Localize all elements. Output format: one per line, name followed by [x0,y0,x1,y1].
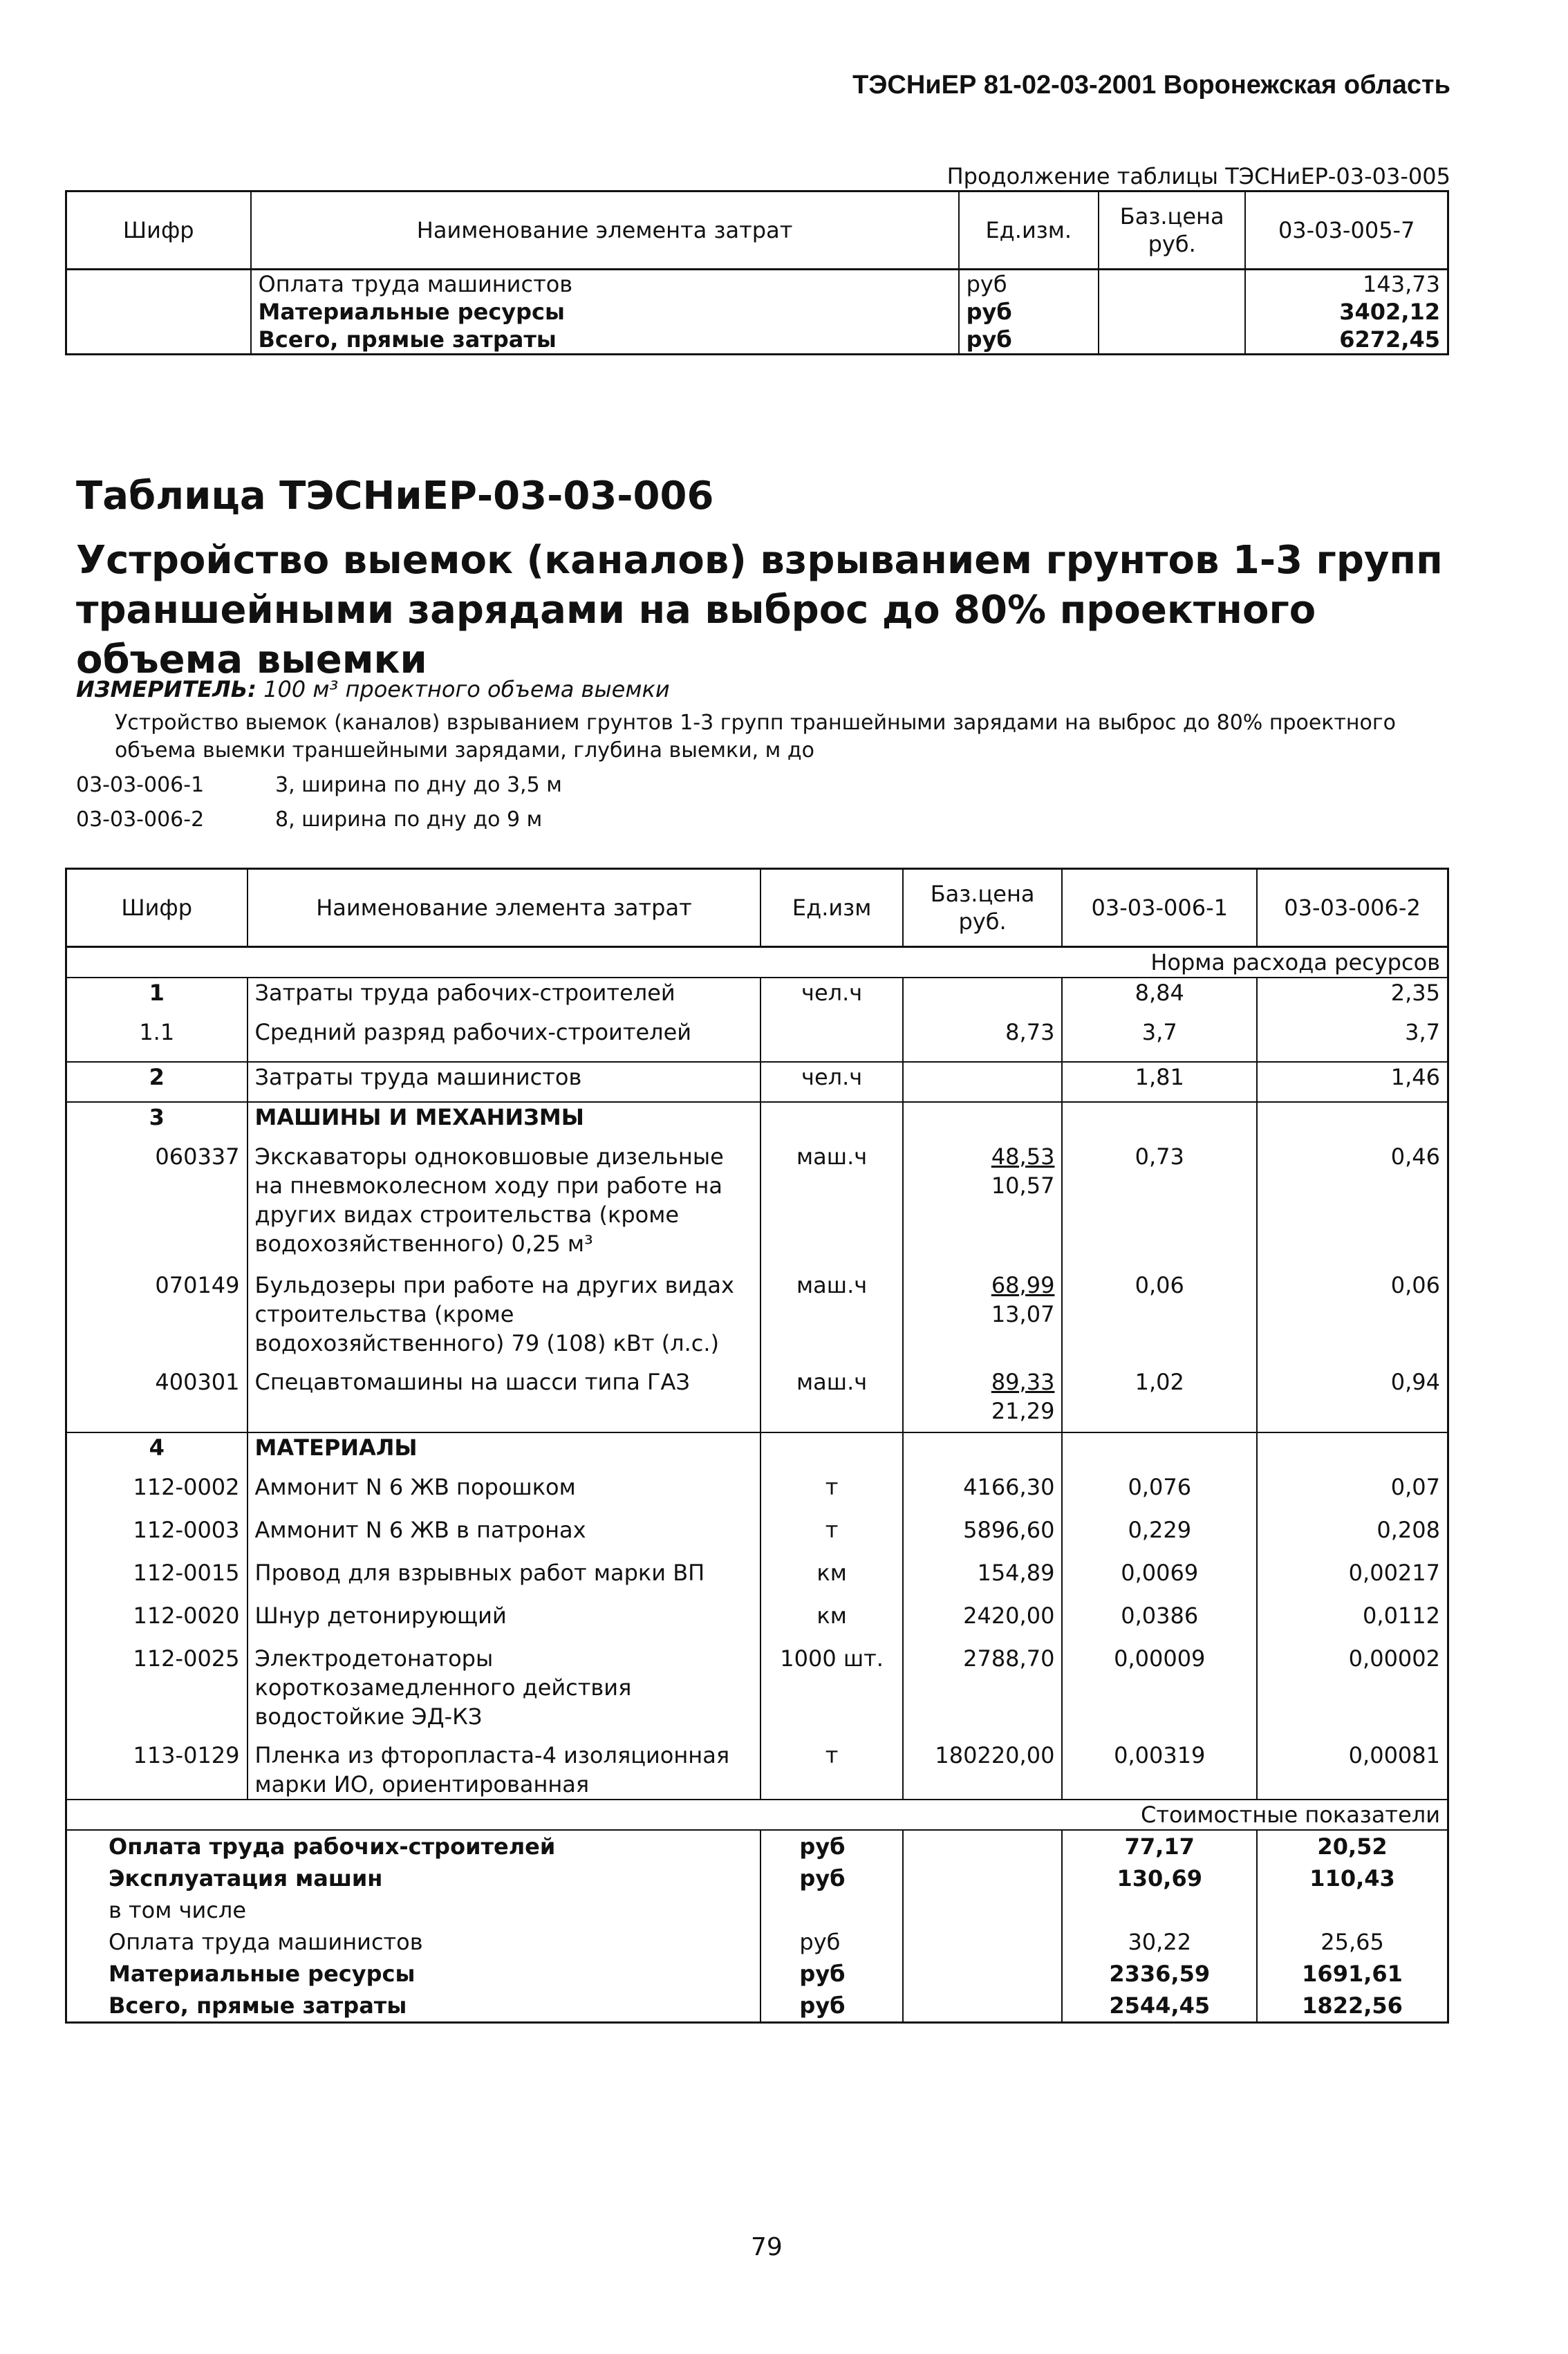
price-value: 4166,30 [963,1474,1055,1500]
cost-unit: руб [760,1990,902,2023]
row-name: Спецавтомашины на шасси типа ГАЗ [248,1367,761,1432]
previous-table [65,190,1449,355]
section-title: Таблица ТЭСНиЕР-03-03-006 [76,474,714,519]
row-unit: т [760,1473,902,1515]
row-value: 143,73 [1245,270,1448,299]
price-value: 180220,00 [935,1742,1055,1768]
cost-value-1: 2544,45 [1062,1990,1257,2023]
row-value: 6272,45 [1245,326,1448,355]
cost-value-1: 77,17 [1062,1830,1257,1862]
row-code: 112-0002 [66,1473,248,1515]
code-text: 8, ширина по дну до 9 м [275,807,543,832]
cost-unit: руб [760,1830,902,1862]
row-code: 060337 [66,1142,248,1271]
row-code: 113-0129 [66,1741,248,1800]
price-wage-value: 21,29 [991,1398,1055,1424]
cost-value-2: 25,65 [1257,1926,1448,1958]
table-cell [1099,326,1245,355]
cost-row [66,1958,1448,1990]
row-unit [760,1432,902,1473]
row-price [903,1018,1063,1062]
cost-row [66,1862,1448,1894]
row-price [903,1601,1063,1644]
row-value-2: 1,46 [1257,1062,1448,1102]
row-code: 400301 [66,1367,248,1432]
column-header: Наименование элемента затрат [248,869,761,947]
row-value-2: 2,35 [1257,978,1448,1018]
price-value: 154,89 [977,1560,1055,1586]
row-value-2: 0,00217 [1257,1558,1448,1601]
price-value: 8,73 [1005,1019,1055,1045]
row-unit: маш.ч [760,1142,902,1271]
document-header-title: ТЭСНиЕР 81-02-03-2001 Воронежская область [852,71,1450,100]
row-value-1: 0,06 [1062,1271,1257,1367]
row-value-1 [1062,1102,1257,1142]
norm-label: Норма расхода ресурсов [66,947,1448,978]
cost-value-1: 30,22 [1062,1926,1257,1958]
cost-value-2: 110,43 [1257,1862,1448,1894]
row-unit: руб [959,270,1099,299]
row-value-2: 0,06 [1257,1271,1448,1367]
table-row [66,298,1448,326]
row-name: Всего, прямые затраты [251,326,959,355]
row-code: 070149 [66,1271,248,1367]
table-row [66,1515,1448,1558]
row-price [903,1432,1063,1473]
page-number: 79 [751,2233,783,2261]
row-value-1: 3,7 [1062,1018,1257,1062]
row-value-1: 1,02 [1062,1367,1257,1432]
row-code: 1.1 [66,1018,248,1062]
table-row [66,1102,1448,1142]
cost-value-2: 1691,61 [1257,1958,1448,1990]
cost-label-row [66,1800,1448,1830]
table-cell [903,1830,1063,1862]
row-value-2 [1257,1432,1448,1473]
row-code: 2 [66,1062,248,1102]
table-cell [1099,298,1245,326]
column-header: Ед.изм [760,869,902,947]
row-price [903,1062,1063,1102]
row-unit: т [760,1741,902,1800]
code-line [76,773,562,797]
row-unit: маш.ч [760,1367,902,1432]
row-name: Провод для взрывных работ марки ВП [248,1558,761,1601]
norm-label-row [66,947,1448,978]
column-header: Наименование элемента затрат [251,192,959,270]
row-price [903,1515,1063,1558]
previous-table-header [66,192,1448,270]
table-cell [66,298,251,326]
row-name: Пленка из фторопласта-4 изоляционная марки ИО, ориентированная [248,1741,761,1800]
row-name: Шнур детонирующий [248,1601,761,1644]
row-unit: км [760,1601,902,1644]
cost-unit: руб [760,1862,902,1894]
row-price [903,1644,1063,1741]
price-value: 48,53 [991,1143,1055,1170]
row-name: Средний разряд рабочих-строителей [248,1018,761,1062]
row-name: Материальные ресурсы [251,298,959,326]
row-name: Аммонит N 6 ЖВ в патронах [248,1515,761,1558]
table-row [66,1367,1448,1432]
table-row [66,1018,1448,1062]
code-text: 3, ширина по дну до 3,5 м [275,773,562,797]
main-table [65,868,1449,2024]
row-value-2: 0,07 [1257,1473,1448,1515]
column-header: Шифр [66,869,248,947]
row-code: 3 [66,1102,248,1142]
row-unit: 1000 шт. [760,1644,902,1741]
row-price [903,1102,1063,1142]
code-id: 03-03-006-2 [76,807,205,832]
cost-row [66,1990,1448,2023]
section-description: Устройство выемок (каналов) взрыванием грунтов 1-3 групп траншейными зарядами на выброс до 80% проектного объема выемки [76,538,1443,682]
table-row [66,1601,1448,1644]
row-code: 112-0015 [66,1558,248,1601]
measure-line [76,676,670,702]
cost-value-1: 130,69 [1062,1862,1257,1894]
table-row [66,978,1448,1018]
column-header: 03-03-006-2 [1257,869,1448,947]
price-value: 89,33 [991,1369,1055,1395]
table-cell [903,1894,1063,1926]
measure-label: ИЗМЕРИТЕЛЬ: [76,676,256,702]
code-line [76,807,542,832]
row-value: 3402,12 [1245,298,1448,326]
price-value: 2788,70 [963,1645,1055,1672]
row-name: Аммонит N 6 ЖВ порошком [248,1473,761,1515]
row-name: МАШИНЫ И МЕХАНИЗМЫ [248,1102,761,1142]
price-value: 68,99 [991,1272,1055,1298]
row-value-1: 0,0386 [1062,1601,1257,1644]
measure-value: 100 м³ проектного объема выемки [263,676,670,702]
table-cell [903,1926,1063,1958]
cost-row [66,1830,1448,1862]
cost-name: Эксплуатация машин [66,1862,761,1894]
table-row [66,1558,1448,1601]
cost-value-2: 20,52 [1257,1830,1448,1862]
cost-value-1 [1062,1894,1257,1926]
row-value-2: 0,208 [1257,1515,1448,1558]
table-cell [66,326,251,355]
intro-text: Устройство выемок (каналов) взрыванием грунтов 1-3 групп траншейными зарядами на выброс до 80% проектного объема выемки траншейными зарядами, глубина выемки, м до [115,711,1396,763]
row-value-2: 0,0112 [1257,1601,1448,1644]
row-name: Затраты труда рабочих-строителей [248,978,761,1018]
row-value-1: 1,81 [1062,1062,1257,1102]
row-unit: т [760,1515,902,1558]
price-wage-value: 10,57 [991,1173,1055,1199]
table-cell [903,1958,1063,1990]
row-price [903,978,1063,1018]
cost-unit: руб [760,1926,902,1958]
column-header: Баз.цена руб. [903,869,1063,947]
column-header: Ед.изм. [959,192,1099,270]
code-id: 03-03-006-1 [76,773,205,797]
row-unit: чел.ч [760,1062,902,1102]
row-price [903,1473,1063,1515]
cost-row [66,1926,1448,1958]
column-header: 03-03-005-7 [1245,192,1448,270]
column-header: Шифр [66,192,251,270]
row-name: Электродетонаторы короткозамедленного действия водостойкие ЭД-КЗ [248,1644,761,1741]
table-row [66,1062,1448,1102]
row-value-1: 8,84 [1062,978,1257,1018]
row-value-1 [1062,1432,1257,1473]
cost-row [66,1894,1448,1926]
row-code: 1 [66,978,248,1018]
row-code: 112-0025 [66,1644,248,1741]
cost-name: Оплата труда рабочих-строителей [66,1830,761,1862]
continuation-note: Продолжение таблицы ТЭСНиЕР-03-03-005 [946,163,1450,189]
row-unit [760,1102,902,1142]
row-name: Экскаваторы одноковшовые дизельные на пневмоколесном ходу при работе на других видах строительства (кроме водохозяйственного) 0,25 м³ [248,1142,761,1271]
table-row [66,1473,1448,1515]
price-wage-value: 13,07 [991,1301,1055,1327]
row-code: 112-0003 [66,1515,248,1558]
row-value-2: 0,00002 [1257,1644,1448,1741]
cost-unit: руб [760,1958,902,1990]
table-row [66,1644,1448,1741]
row-value-1: 0,076 [1062,1473,1257,1515]
table-row [66,1142,1448,1271]
row-name: Оплата труда машинистов [251,270,959,299]
main-table-header [66,869,1448,947]
row-code: 4 [66,1432,248,1473]
row-value-1: 0,73 [1062,1142,1257,1271]
price-value: 5896,60 [963,1517,1055,1543]
row-price [903,1741,1063,1800]
row-name: Бульдозеры при работе на других видах строительства (кроме водохозяйственного) 79 (108) кВт (л.с.) [248,1271,761,1367]
row-code: 112-0020 [66,1601,248,1644]
row-unit: км [760,1558,902,1601]
price-value: 2420,00 [963,1603,1055,1629]
row-unit [760,1018,902,1062]
cost-name: Оплата труда машинистов [66,1926,761,1958]
column-header: 03-03-006-1 [1062,869,1257,947]
row-value-2: 0,46 [1257,1142,1448,1271]
table-row [66,270,1448,299]
row-price [903,1367,1063,1432]
cost-value-1: 2336,59 [1062,1958,1257,1990]
cost-unit [760,1894,902,1926]
table-row [66,326,1448,355]
cost-label: Стоимостные показатели [66,1800,1448,1830]
cost-name: в том числе [66,1894,761,1926]
row-price [903,1142,1063,1271]
cost-name: Материальные ресурсы [66,1958,761,1990]
row-value-2: 0,94 [1257,1367,1448,1432]
row-value-2: 3,7 [1257,1018,1448,1062]
row-unit: маш.ч [760,1271,902,1367]
column-header: Баз.цена руб. [1099,192,1245,270]
row-price [903,1558,1063,1601]
row-unit: руб [959,298,1099,326]
row-value-1: 0,0069 [1062,1558,1257,1601]
row-value-1: 0,00319 [1062,1741,1257,1800]
row-value-2 [1257,1102,1448,1142]
table-cell [903,1862,1063,1894]
row-value-1: 0,00009 [1062,1644,1257,1741]
row-unit: чел.ч [760,978,902,1018]
table-cell [1099,270,1245,299]
table-row [66,1271,1448,1367]
row-unit: руб [959,326,1099,355]
row-price [903,1271,1063,1367]
cost-value-2: 1822,56 [1257,1990,1448,2023]
table-row [66,1741,1448,1800]
table-cell [903,1990,1063,2023]
cost-name: Всего, прямые затраты [66,1990,761,2023]
row-name: МАТЕРИАЛЫ [248,1432,761,1473]
row-value-1: 0,229 [1062,1515,1257,1558]
row-value-2: 0,00081 [1257,1741,1448,1800]
table-cell [66,270,251,299]
table-row [66,1432,1448,1473]
cost-value-2 [1257,1894,1448,1926]
row-name: Затраты труда машинистов [248,1062,761,1102]
